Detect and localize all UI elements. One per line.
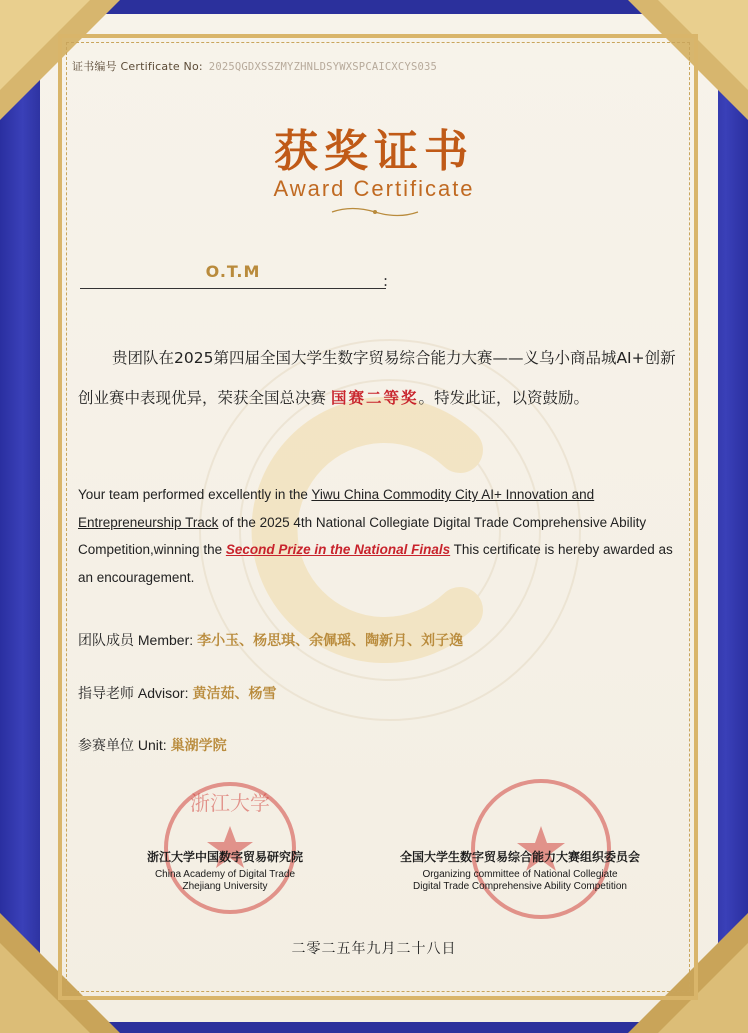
- english-body-text-1: Your team performed excellently in the: [78, 487, 308, 502]
- chinese-award-name: 国赛二等奖: [330, 389, 419, 407]
- members-value: 李小玉、杨思琪、余佩瑶、陶新月、刘子逸: [197, 632, 464, 648]
- english-body-text-3: This certificate is hereby awarded as an encouragement.: [78, 542, 673, 585]
- title-english: Award Certificate: [273, 176, 475, 201]
- organizer-left-cn: 浙江大学中国数字贸易研究院: [146, 850, 303, 864]
- organizer-left-en-1: China Academy of Digital Trade: [154, 869, 296, 880]
- english-track-name: Yiwu China Commodity City AI+ Innovation and Entrepreneurship Track: [78, 487, 595, 530]
- unit-value: 巢湖学院: [170, 737, 227, 753]
- members-row: [78, 630, 463, 650]
- chinese-body: [78, 338, 678, 418]
- certificate-number: [72, 58, 437, 74]
- title-chinese: 获奖证书: [274, 126, 474, 177]
- english-body: [78, 481, 678, 591]
- certificate-number-label: 证书编号 Certificate No:: [72, 60, 203, 73]
- english-award-name: Second Prize in the National Finals: [225, 542, 451, 557]
- advisor-row: [78, 683, 276, 703]
- recipient-underline: [80, 288, 386, 289]
- seal-left-text: 浙江大学: [190, 791, 270, 815]
- organizer-right-en-1: Organizing committee of National Collegiate: [422, 869, 618, 880]
- organizer-right-cn: 全国大学生数字贸易综合能力大赛组织委员会: [399, 850, 640, 864]
- organizer-left-en-2: Zhejiang University: [182, 881, 268, 892]
- organizer-right-en-2: Digital Trade Comprehensive Ability Competition: [413, 881, 627, 892]
- title-flourish: [330, 205, 420, 219]
- advisor-label: 指导老师 Advisor:: [78, 685, 189, 701]
- chinese-body-text-2: 。特发此证，以资鼓励。: [418, 389, 589, 407]
- recipient-colon: :: [383, 272, 389, 290]
- unit-label: 参赛单位 Unit:: [78, 737, 167, 753]
- unit-row: [78, 735, 227, 755]
- recipient-name: O.T.M: [205, 262, 261, 281]
- certificate-number-value: 2025QGDXSSZMYZHNLDSYWXSPCAICXCYS035: [208, 61, 438, 73]
- members-label: 团队成员 Member:: [78, 632, 194, 648]
- advisor-value: 黄洁茹、杨雪: [192, 685, 277, 701]
- organizer-right: [385, 848, 655, 893]
- chinese-body-text-1: 贵团队在2025第四届全国大学生数字贸易综合能力大赛——义乌小商品城AI+创新创业赛中表现优异，荣获全国总决赛: [78, 349, 676, 407]
- organizer-left: [110, 848, 340, 893]
- english-body-text-2: of the 2025 4th National Collegiate Digital Trade Comprehensive Ability Competition,winning the: [78, 514, 647, 557]
- issue-date: 二零二五年九月二十八日: [291, 941, 457, 957]
